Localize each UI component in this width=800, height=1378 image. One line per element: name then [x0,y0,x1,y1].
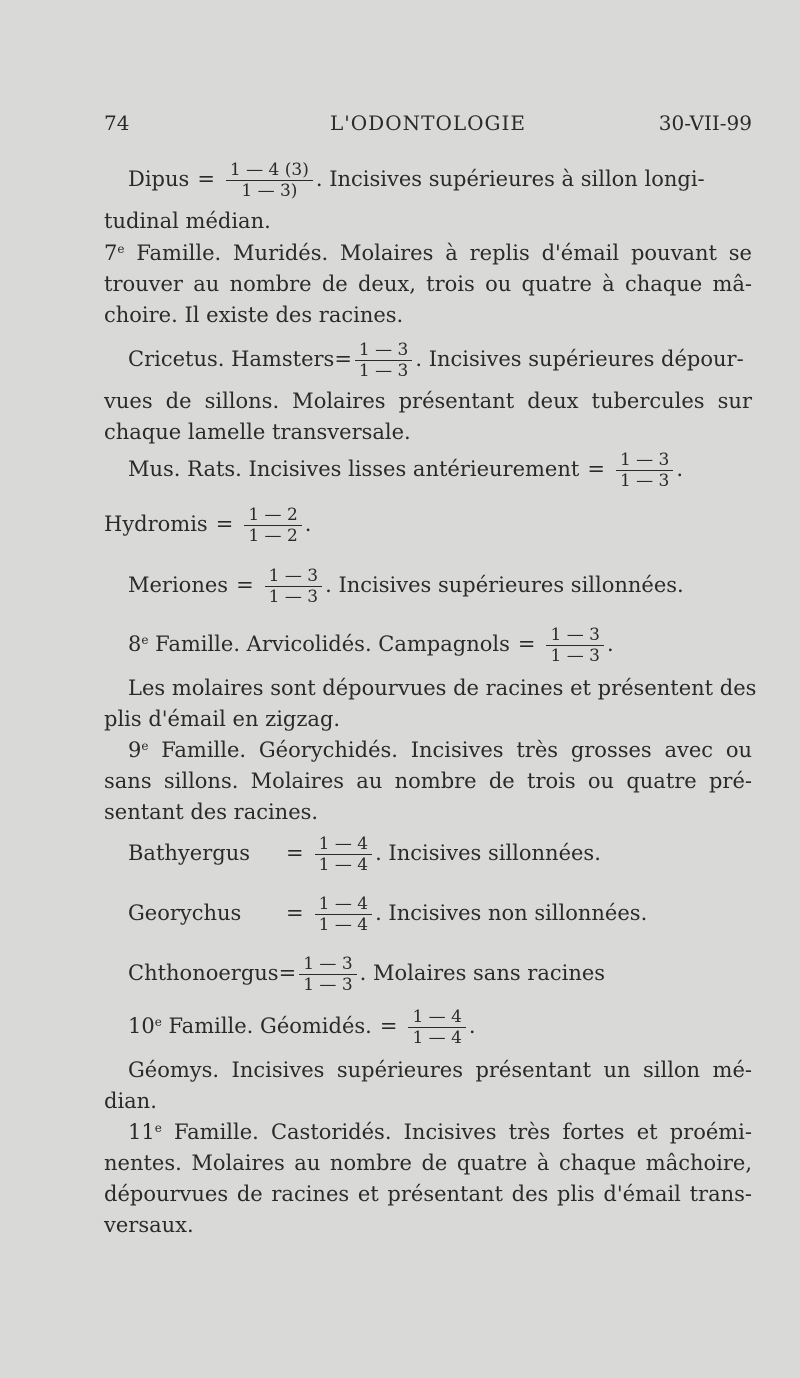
journal-title: L'ODONTOLOGIE [330,111,526,135]
meriones-line: Meriones = $\frac{1 — 3}{1 — 3}$ . Incisives supérieures sillonnées. [128,566,684,607]
issue-date: 30-VII-99 [658,111,752,135]
dipus-formula: $\frac{1 — 4 (3)}{1 — 3)}$ [226,160,313,201]
family-7-line-2: trouver au nombre de deux, trois ou quatre à chaque mâ- [104,272,752,296]
dipus-line: Dipus = $\frac{1 — 4 (3)}{1 — 3)}$ . Incisives supérieures à sillon longi- [128,160,705,201]
dipus-line-2: tudinal médian. [104,209,271,233]
family-8-line-2: Les molaires sont dépourvues de racines et présentent des [128,676,757,700]
family-8-line-3: plis d'émail en zigzag. [104,707,341,731]
mus-line: Mus. Rats. Incisives lisses antérieurement = $\frac{1 — 3}{1 — 3}$ . [128,450,684,491]
meriones-formula: $\frac{1 — 3}{1 — 3}$ [265,566,322,607]
family-11-line-1: 11e Famille. Castoridés. Incisives très fortes et proémi- [128,1120,752,1144]
bathyergus-line: Bathyergus = $\frac{1 — 4}{1 — 4}$ . Incisives sillonnées. [128,834,601,875]
hydromis-formula: $\frac{1 — 2}{1 — 2}$ [244,505,301,546]
family-10-line: 10e Famille. Géomidés. = $\frac{1 — 4}{1 — 4}$ . [128,1007,476,1048]
page-number: 74 [104,111,130,135]
family-11-line-3: dépourvues de racines et présentant des plis d'émail trans- [104,1182,752,1206]
family-9-line-2: sans sillons. Molaires au nombre de trois ou quatre pré- [104,769,752,793]
cricetus-line-2: vues de sillons. Molaires présentant deux tubercules sur [104,389,752,413]
mus-formula: $\frac{1 — 3}{1 — 3}$ [616,450,673,491]
georychus-line: Georychus = $\frac{1 — 4}{1 — 4}$ . Incisives non sillonnées. [128,894,648,935]
family-9-line-3: sentant des racines. [104,800,319,824]
cricetus-formula: $\frac{1 — 3}{1 — 3}$ [355,340,412,381]
cricetus-line-3: chaque lamelle transversale. [104,420,411,444]
family-11-line-4: versaux. [104,1213,194,1237]
bathyergus-formula: $\frac{1 — 4}{1 — 4}$ [315,834,372,875]
hydromis-line: Hydromis = $\frac{1 — 2}{1 — 2}$ . [104,505,312,546]
family-8-line-1: 8e Famille. Arvicolidés. Campagnols = $\frac{1 — 3}{1 — 3}$ . [128,625,614,666]
family-11-line-2: nentes. Molaires au nombre de quatre à chaque mâchoire, [104,1151,752,1175]
family-8-formula: $\frac{1 — 3}{1 — 3}$ [546,625,603,666]
chthonoergus-line: Chthonoergus= $\frac{1 — 3}{1 — 3}$ . Molaires sans racines [128,954,606,995]
geomys-line-1: Géomys. Incisives supérieures présentant un sillon mé- [128,1058,752,1082]
georychus-formula: $\frac{1 — 4}{1 — 4}$ [315,894,372,935]
family-7-line-3: choire. Il existe des racines. [104,303,404,327]
geomys-line-2: dian. [104,1089,157,1113]
family-10-formula: $\frac{1 — 4}{1 — 4}$ [408,1007,465,1048]
running-header [104,111,752,141]
cricetus-line: Cricetus. Hamsters= $\frac{1 — 3}{1 — 3}$ . Incisives supérieures dépour- [128,340,744,381]
family-7-line-1: 7e Famille. Muridés. Molaires à replis d'émail pouvant se [104,241,752,265]
chthonoergus-formula: $\frac{1 — 3}{1 — 3}$ [299,954,356,995]
family-9-line-1: 9e Famille. Géorychidés. Incisives très grosses avec ou [128,738,752,762]
